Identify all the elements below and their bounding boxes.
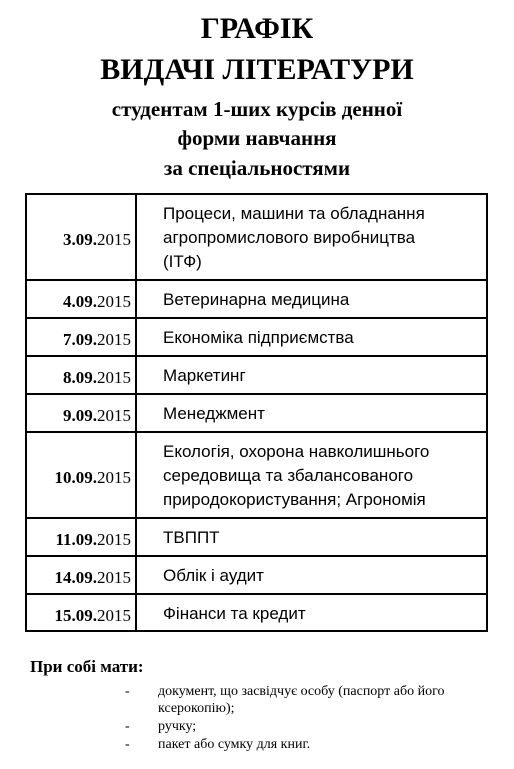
schedule-row [26, 194, 487, 280]
specialty-line: Фінанси та кредит [163, 604, 306, 623]
schedule-row [26, 356, 487, 394]
schedule-date-day-month: 14.09. [54, 568, 97, 587]
schedule-date-day-month: 7.09. [63, 330, 97, 349]
schedule-table [25, 193, 488, 632]
schedule-row [26, 432, 487, 518]
bring-item-text: документ, що засвідчує особу (паспорт або його [158, 684, 445, 699]
schedule-date-day-month: 3.09. [63, 230, 97, 249]
bullet-dash: - [125, 719, 130, 734]
schedule-specialty [136, 556, 487, 594]
schedule-specialty [136, 594, 487, 631]
bring-item-text: пакет або сумку для книг. [158, 737, 311, 752]
schedule-date [26, 432, 136, 518]
specialty-line: природокористування; Агрономія [163, 490, 426, 509]
schedule-row [26, 394, 487, 432]
schedule-date-day-month: 11.09. [55, 530, 97, 549]
schedule-row [26, 556, 487, 594]
schedule-specialty [136, 356, 487, 394]
schedule-date-year: 2015 [97, 292, 131, 311]
schedule-date [26, 394, 136, 432]
schedule-specialty [136, 194, 487, 280]
schedule-row [26, 280, 487, 318]
bring-item-text: ксерокопію); [158, 701, 235, 716]
audience-line: студентам 1-ших курсів денної [111, 97, 403, 121]
specialty-line: середовища та збалансованого [163, 466, 414, 485]
bring-with-you-list [0, 683, 514, 754]
bring-item [0, 683, 514, 717]
schedule-date [26, 594, 136, 631]
schedule-specialty [136, 394, 487, 432]
specialty-line: ТВППТ [163, 528, 220, 547]
specialty-line: (ІТФ) [163, 252, 202, 271]
schedule-specialty [136, 432, 487, 518]
schedule-date-year: 2015 [97, 605, 131, 625]
bring-with-you-heading: При собі мати: [30, 657, 144, 676]
schedule-date [26, 318, 136, 356]
document-subtitle: ВИДАЧІ ЛІТЕРАТУРИ [100, 53, 414, 86]
specialty-line: Ветеринарна медицина [163, 290, 350, 309]
specialty-line: Процеси, машини та обладнання [163, 204, 425, 223]
schedule-row [26, 318, 487, 356]
schedule-date [26, 280, 136, 318]
bring-item [0, 718, 514, 735]
schedule-date-year: 2015 [97, 406, 131, 425]
schedule-date-day-month: 10.09. [54, 468, 97, 487]
specialty-line: Екологія, охорона навколишнього [163, 442, 430, 461]
bullet-dash: - [125, 737, 130, 752]
schedule-row [26, 594, 487, 631]
specialty-line: Менеджмент [163, 404, 265, 423]
specialty-line: агропромислового виробництва [163, 228, 416, 247]
schedule-date-year: 2015 [97, 230, 131, 249]
schedule-date-year: 2015 [97, 368, 131, 387]
schedule-date [26, 194, 136, 280]
specialty-line: Облік і аудит [163, 566, 264, 585]
schedule-specialty [136, 280, 487, 318]
schedule-date [26, 356, 136, 394]
specialty-line: Маркетинг [163, 366, 246, 385]
schedule-date [26, 518, 136, 556]
schedule-date-year: 2015 [97, 468, 131, 487]
bullet-dash: - [125, 684, 130, 699]
schedule-specialty [136, 318, 487, 356]
document-title: ГРАФІК [200, 12, 314, 45]
bring-item-text: ручку; [158, 719, 197, 734]
schedule-date-day-month: 4.09. [63, 292, 97, 311]
schedule-row [26, 518, 487, 556]
bring-item [0, 736, 514, 753]
schedule-specialty [136, 518, 487, 556]
schedule-date [26, 556, 136, 594]
schedule-date-day-month: 15.09. [54, 605, 97, 625]
specialty-line: Економіка підприємства [163, 328, 354, 347]
schedule-date-day-month: 8.09. [63, 368, 97, 387]
by-specialty-line: за спеціальностями [163, 156, 351, 180]
schedule-date-year: 2015 [97, 330, 131, 349]
schedule-date-day-month: 9.09. [63, 406, 97, 425]
schedule-date-year: 2015 [97, 530, 131, 549]
study-form-line: форми навчання [177, 126, 337, 150]
schedule-date-year: 2015 [97, 568, 131, 587]
